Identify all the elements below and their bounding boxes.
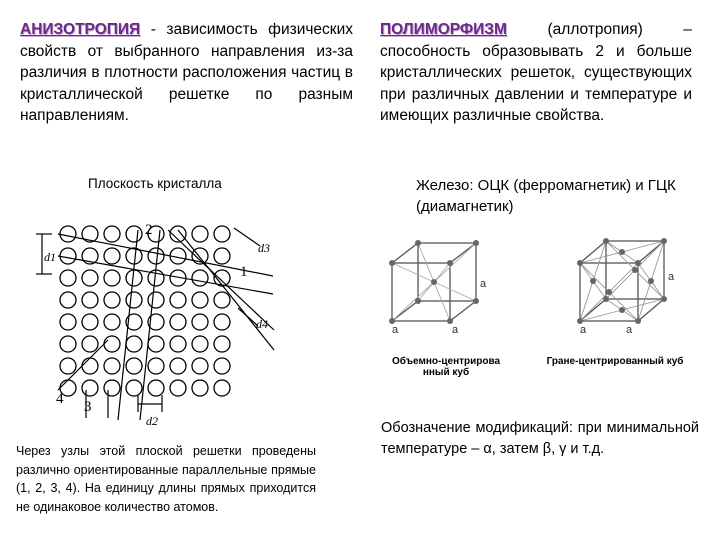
lattice-node	[104, 314, 120, 330]
lattice-node	[192, 226, 208, 242]
lattice-node	[82, 270, 98, 286]
lattice-node	[60, 270, 76, 286]
lattice-node	[148, 292, 164, 308]
lattice-node	[192, 336, 208, 352]
lattice-node	[104, 358, 120, 374]
lattice-node	[82, 314, 98, 330]
lattice-node	[60, 292, 76, 308]
lattice-node	[126, 292, 142, 308]
d3-marker	[234, 228, 260, 246]
distance-label-d1: d1	[44, 250, 56, 264]
bcc-edge-label: a	[392, 324, 399, 336]
lattice-node	[148, 336, 164, 352]
lattice-node	[82, 292, 98, 308]
fcc-edge-label: a	[668, 271, 675, 283]
iron-caption: Железо: ОЦК (ферромагнетик) и ГЦК (диамагнетик)	[416, 177, 676, 215]
lattice-node	[170, 292, 186, 308]
lattice-node	[126, 380, 142, 396]
fcc-label: Гране-центрированный куб	[546, 356, 684, 367]
line-label-4: 4	[56, 391, 64, 407]
polymorphism-definition	[380, 19, 692, 127]
lattice-node	[170, 336, 186, 352]
lattice-node	[60, 358, 76, 374]
lattice-node	[104, 226, 120, 242]
anisotropy-term: АНИЗОТРОПИЯ	[20, 21, 141, 38]
distance-label-d4: d4	[256, 317, 268, 331]
lattice-node	[192, 270, 208, 286]
lattice-node	[104, 248, 120, 264]
lattice-node	[214, 226, 230, 242]
lattice-caption: Плоскость кристалла	[88, 176, 222, 191]
bcc-edge-label: a	[480, 278, 487, 290]
fcc-cube-figure	[560, 225, 690, 340]
anisotropy-text: - зависимость физических свойств от выбранного направления из-за различия в плотности расположения частиц в кристаллической решетке по разным направлениям.	[20, 21, 353, 124]
bcc-front-face	[392, 263, 450, 321]
distance-label-d2: d2	[146, 414, 158, 428]
lattice-node	[192, 292, 208, 308]
lattice-node	[126, 226, 142, 242]
line-label-1: 1	[240, 264, 248, 280]
lattice-node	[170, 314, 186, 330]
lattice-node	[148, 380, 164, 396]
lattice-node	[60, 226, 76, 242]
lattice-node	[148, 358, 164, 374]
lattice-node	[60, 314, 76, 330]
lattice-node	[214, 248, 230, 264]
fcc-edge-label: a	[580, 324, 587, 336]
fcc-edge-label: a	[626, 324, 633, 336]
lattice-node	[126, 358, 142, 374]
lattice-node	[126, 336, 142, 352]
lattice-node	[214, 380, 230, 396]
lattice-node	[214, 336, 230, 352]
lattice-node	[104, 380, 120, 396]
bcc-cube-figure	[380, 225, 510, 340]
lattice-node	[148, 248, 164, 264]
bcc-edge-label: a	[452, 324, 459, 336]
notation-text: Обозначение модификаций: при минимальной температуре – α, затем β, γ и т.д.	[381, 420, 699, 457]
polymorphism-term: ПОЛИМОРФИЗМ	[380, 21, 507, 38]
bcc-label: Объемно-центрирова нный куб	[391, 356, 501, 378]
lattice-note: Через узлы этой плоской решетки проведены различно ориентированные параллельные прямые (1, 2, 3, 4). На единицу длины прямых приходится не одинаковое количество атомов.	[16, 444, 316, 514]
lattice-node	[192, 358, 208, 374]
lattice-node	[104, 292, 120, 308]
lattice-node	[82, 336, 98, 352]
lattice-node	[192, 380, 208, 396]
lattice-node	[170, 358, 186, 374]
bcc-back-face	[418, 243, 476, 301]
lattice-node	[60, 336, 76, 352]
line-label-2: 2	[145, 222, 153, 238]
distance-label-d3: d3	[258, 241, 270, 255]
anisotropy-definition	[20, 19, 353, 127]
lattice-node	[104, 336, 120, 352]
lattice-node	[170, 380, 186, 396]
lattice-node	[60, 248, 76, 264]
lattice-node	[82, 358, 98, 374]
d4-marker	[238, 308, 258, 326]
line-label-3: 3	[84, 399, 92, 415]
lattice-node	[104, 270, 120, 286]
lattice-node	[214, 314, 230, 330]
crystal-plane-figure	[28, 190, 288, 435]
lattice-node	[192, 314, 208, 330]
polymorphism-text: (аллотропия) – способность образовывать 2 и больше кристаллических решеток, существующих при различных давлении и температуре и имеющих различные свойства.	[380, 21, 692, 124]
lattice-node	[82, 380, 98, 396]
lattice-node	[214, 358, 230, 374]
lattice-node	[214, 292, 230, 308]
